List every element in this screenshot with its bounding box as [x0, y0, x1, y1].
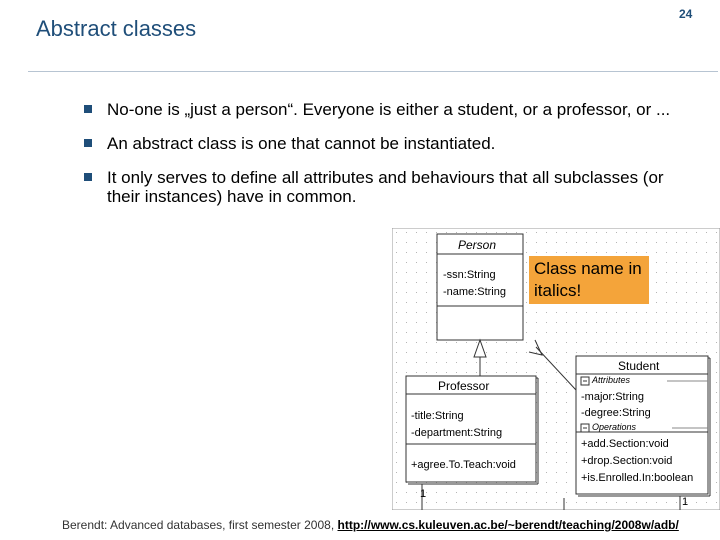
student-operation: +drop.Section:void [581, 455, 673, 467]
student-operation: +add.Section:void [581, 438, 669, 450]
person-class-name: Person [458, 238, 497, 252]
student-attributes-section-label: Attributes [592, 375, 631, 385]
bullet-item: An abstract class is one that cannot be instantiated. [84, 134, 694, 153]
student-operation: +is.Enrolled.In:boolean [581, 472, 694, 484]
student-attribute: -major:String [581, 391, 644, 403]
student-multiplicity: 1 [682, 496, 689, 508]
bullet-item: No-one is „just a person“. Everyone is either a student, or a professor, or ... [84, 100, 694, 119]
footer-link[interactable]: http://www.cs.kuleuven.ac.be/~berendt/teaching/2008w/adb/ [337, 518, 679, 532]
student-operations-section-label: Operations [592, 422, 637, 432]
slide-title: Abstract classes [36, 16, 197, 41]
student-attribute: -degree:String [581, 407, 651, 419]
footer [62, 518, 679, 532]
professor-operation: +agree.To.Teach:void [411, 459, 516, 471]
bullet-item: It only serves to define all attributes and behaviours that all subclasses (or their instances) have in common. [84, 168, 694, 206]
person-attribute: -ssn:String [443, 269, 496, 281]
professor-attribute: -title:String [411, 410, 464, 422]
professor-multiplicity: 1 [420, 488, 427, 500]
bullet-list [84, 100, 694, 221]
page-number: 24 [679, 7, 693, 21]
student-class-name: Student [618, 359, 660, 373]
title-divider [28, 71, 718, 72]
footer-text: Berendt: Advanced databases, first semester 2008, [62, 518, 338, 532]
italics-callout: Class name in italics! [529, 256, 649, 304]
professor-class-name: Professor [438, 379, 490, 393]
professor-attribute: -department:String [411, 427, 503, 439]
person-attribute: -name:String [443, 286, 506, 298]
